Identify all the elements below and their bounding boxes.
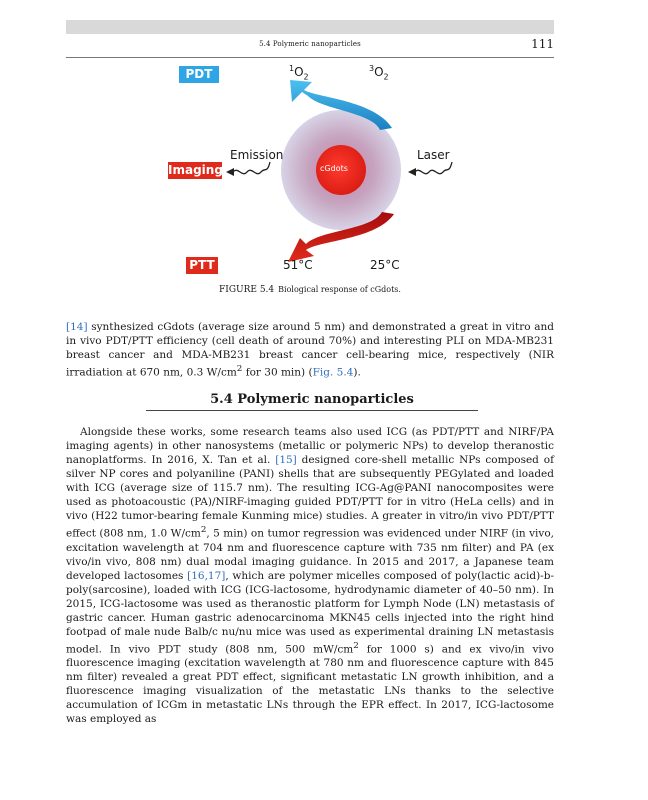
emission-wave-icon [233,162,270,174]
section-heading: 5.4 Polymeric nanoparticles [210,392,414,407]
laser-wave-icon [415,162,452,174]
running-header: 5.4 Polymeric nanoparticles [259,40,361,48]
caption-label: FIGURE 5.4 [219,285,275,295]
intro-paragraph: [14] synthesized cGdots (average size around 5 nm) and demonstrated a great in vitro and in vivo PDT/PTT efficiency (cell death of around 70%) and interesting PLI on MDA-MB231 breast cancer and MDA-MB231 breast cancer cell-bearing mice, respectively (NIR irradiation at 670 nm, 0.3 $W/cm^2$ for 30 min) (Fig. 5.4). [66,321,554,379]
emission-arrowhead-icon [226,168,234,176]
ptt-tag: PTT [186,257,218,274]
core-label: cGdots [320,164,348,173]
figure-diagram [0,0,648,285]
temperature-left: 51°C [283,258,313,272]
body-paragraph: Alongside these works, some research teams also used ICG (as PDT/PTT and NIRF/PA imaging agents) in other nanosystems (metallic or polymeric NPs) to develop theranostic nanoplatforms. In 2016, X. Tan et al. [15] designed core-shell metallic NPs composed of silver NP cores and polyaniline (PANI) shells that are subsequently PEGylated and loaded with ICG (average size of 115.7 nm). The resulting ICG-Ag@PANI nanocomposites were used as photoacoustic (PA)/NIRF-imaging guided PDT/PTT for in vitro (HeLa cells) and in vivo (H22 tumor-bearing female Kunming mice) studies. A greater in vitro/in vivo PDT/PTT effect (808 nm, 1.0 $W/cm^2$, 5 min) on tumor regression was evidenced under NIRF (in vivo, excitation wavelength at 704 nm and fluorescence capture with 735 nm filter) and PA (ex vivo/in vivo, 808 nm) dual modal imaging guidance. In 2015 and 2017, a Japanese team developed lactosomes [16,17], which are polymer micelles composed of poly(lactic acid)-b-poly(sarcosine), loaded with ICG (ICG-lactosome, hydrodynamic diameter of 40–50 nm). In 2015, ICG-lactosome was used as theranostic platform for Lymph Node (LN) metastasis of gastric cancer. Human gastric adenocarcinoma MKN45 cells injected into the right hind footpad of male nude Balb/c nu/nu mice was used as experimental draining LN metastasis model. In vivo PDT study (808 nm, 500 $mW/cm^2$ for 1000 s) and ex vivo/in vivo fluorescence imaging (excitation wavelength at 780 nm and fluorescence capture with 845 nm filter) revealed a great PDT effect, significant metastatic LN growth inhibition, and a fluorescence imaging visualization of the metastatic LNs thanks to the selective accumulation of ICGm in metastatic LNs through the EPR effect. In 2017, ICG-lactosome was employed as [66,426,555,725]
singlet-oxygen-label: $^1O_2$ [289,64,309,82]
figure-link[interactable]: Fig. 5.4 [312,366,354,379]
citation-link[interactable]: [15] [275,454,297,466]
triplet-oxygen-label: $^3O_2$ [369,64,389,82]
caption-text: Biological response of cGdots. [278,285,401,294]
page-number: 111 [531,37,554,51]
pdt-tag: PDT [179,66,219,83]
citation-link[interactable]: [16,17] [187,569,226,582]
temperature-right: 25°C [370,258,400,272]
section-rule [146,410,478,411]
laser-arrowhead-icon [408,168,416,176]
figure-caption [66,285,554,295]
laser-label: Laser [417,148,450,162]
imaging-tag: Imaging [168,163,223,177]
citation-link[interactable]: [14] [66,321,88,333]
emission-label: Emission [230,148,284,162]
